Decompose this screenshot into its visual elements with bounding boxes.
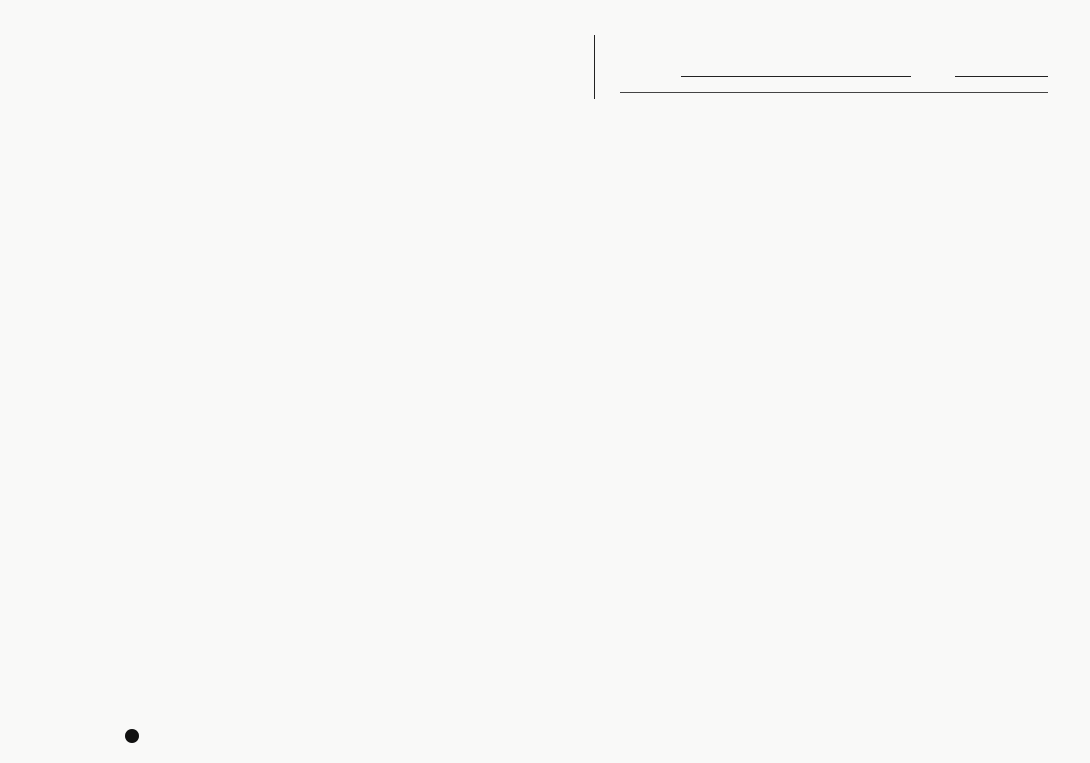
printer-mark-icon — [125, 729, 139, 743]
